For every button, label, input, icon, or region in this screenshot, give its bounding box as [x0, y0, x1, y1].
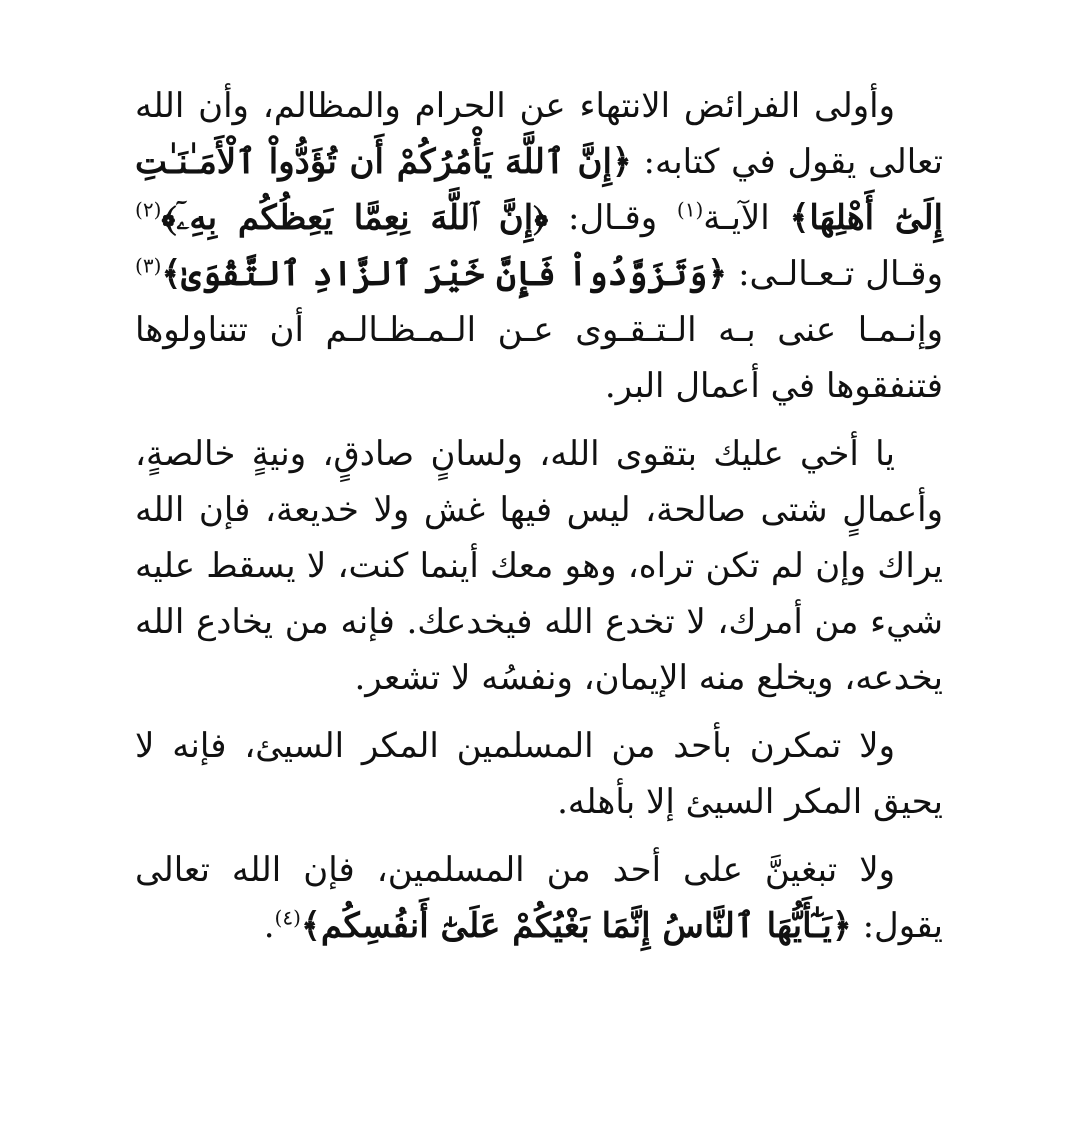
footnote-marker-4: (٤): [274, 905, 301, 930]
para-1-text-2: الآيـة: [703, 198, 790, 238]
paragraph-3: [135, 718, 943, 830]
paragraph-2: [135, 426, 943, 706]
quran-verse-2: ﴿إِنَّ ٱللَّهَ نِعِمَّا يَعِظُكُم بِهِۦٓ﴾: [161, 198, 549, 238]
para-1-text-4: وقـال تـعـالـى:: [727, 254, 943, 294]
paragraph-4: [135, 842, 943, 954]
para-2-text-1: يا أخي عليك بتقوى الله، ولسانٍ صادقٍ، ونيةٍ خالصةٍ، وأعمالٍ شتى صالحة، ليس فيها غش ولا خديعة، فإن الله يراك وإن لم تكن تراه، وهو معك أينما كنت، لا يسقط عليه شيء من أمرك، لا تخدع الله فيخدعك. فإنه من يخادع الله يخدعه، ويخلع منه الإيمان، ونفسُه لا تشعر.: [135, 434, 943, 698]
quran-verse-4: ﴿يَـٰٓأَيُّهَا ٱلنَّاسُ إِنَّمَا بَغْيُكُمْ عَلَىٰٓ أَنفُسِكُم﴾: [300, 906, 852, 946]
book-page: [135, 78, 943, 1118]
para-4-text-1: ولا تبغينَّ على أحد من المسلمين، فإن الله تعالى يقول:: [135, 850, 943, 946]
para-4-text-2: .: [263, 906, 275, 946]
para-1-text-1: وأولى الفرائض الانتهاء عن الحرام والمظالم، وأن الله تعالى يقول في كتابه:: [135, 86, 943, 182]
para-1-text-3: وقـال:: [548, 198, 677, 238]
footnote-marker-1: (١): [676, 197, 704, 222]
quran-verse-1: ﴿إِنَّ ٱللَّهَ يَأْمُرُكُمْ أَن تُؤَدُّواْ ٱلْأَمَـٰنَـٰتِ إِلَىٰٓ أَهْلِهَا﴾: [135, 142, 943, 238]
quran-verse-3: ﴿وَتَزَوَّدُواْ فَإِنَّ خَيْرَ ٱلزَّادِ ٱلتَّقْوَىٰ﴾: [161, 254, 728, 294]
para-3-text-1: ولا تمكرن بأحد من المسلمين المكر السيئ، فإنه لا يحيق المكر السيئ إلا بأهله.: [135, 726, 943, 822]
footnote-marker-3: (٣): [135, 253, 162, 278]
para-1-text-5: وإنـمـا عنى بـه الـتـقـوى عـن الـمـظـالـم أن تتناولوها فتنفقوها في أعمال البر.: [135, 310, 943, 406]
footnote-marker-2: (٢): [135, 197, 162, 222]
paragraph-1: [135, 78, 943, 414]
